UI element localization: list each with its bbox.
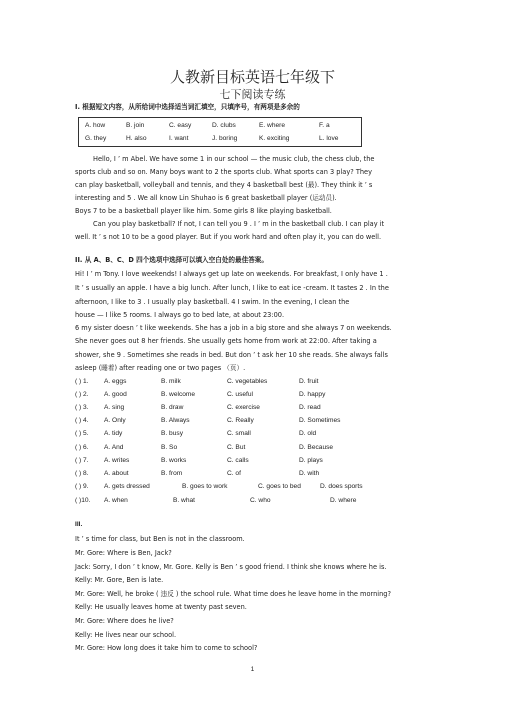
section2-instruction: II. 从 A、B、C、D 四个选项中选择可以填入空白处的最佳答案。 (75, 256, 268, 264)
option: G. they (85, 135, 107, 142)
choice-c: C. small (227, 430, 251, 437)
choice-c: C. Really (227, 417, 254, 424)
choice-d: D. old (299, 430, 317, 437)
choice-a: A. eggs (104, 378, 127, 385)
choice-c: C. But (227, 444, 246, 451)
passage-line: house — I like 5 rooms. I always go to bed late, at about 23:00. (75, 311, 285, 319)
question-number: ( ) 6. (75, 444, 89, 451)
dialogue-line: Kelly: He lives near our school. (75, 631, 177, 639)
choice-b: B. milk (161, 378, 181, 385)
choice-a: A. sing (104, 404, 125, 411)
option: I. want (169, 135, 189, 142)
section1-instruction: I. 根据短文内容，从所给词中选择适当词汇填空，只填序号，有两项是多余的 (75, 103, 300, 111)
passage-line: shower, she 9 . Sometimes she reads in bed. But don ’ t ask her 10 she reads. She always falls (75, 351, 388, 359)
page-number: 1 (250, 666, 255, 673)
question-number: ( )10. (75, 497, 91, 504)
question-number: ( ) 2. (75, 391, 89, 398)
section3-heading: III. (75, 521, 83, 528)
choice-b: B. goes to work (182, 483, 228, 490)
choice-a: A. when (104, 497, 128, 504)
choice-a: A. Only (104, 417, 126, 424)
question-number: ( ) 1. (75, 378, 89, 385)
choice-d: D. happy (299, 391, 326, 398)
option: L. love (319, 135, 339, 142)
choice-a: A. And (104, 444, 124, 451)
passage-line: sports club and so on. Many boys want to 2 the sports club. What sports can 3 play? They (75, 168, 373, 176)
choice-b: B. busy (161, 430, 183, 437)
passage-line: She never goes out 8 her friends. She usually gets home from work at 22:00. After taking a (75, 337, 377, 345)
question-number: ( ) 5. (75, 430, 89, 437)
passage-line: It ’ s usually an apple. I have a big lunch. After lunch, I like to eat ice -cream. It tastes 2 . In the (75, 284, 389, 292)
choice-d: D. with (299, 470, 320, 477)
question-number: ( ) 4. (75, 417, 89, 424)
question-number: ( ) 8. (75, 470, 89, 477)
dialogue-line: Mr. Gore: Where is Ben, Jack? (75, 549, 172, 557)
dialogue-line: Kelly: He usually leaves home at twenty past seven. (75, 603, 247, 611)
choice-c: C. of (227, 470, 241, 477)
option: H. also (126, 135, 147, 142)
choice-d: D. fruit (299, 378, 319, 385)
option: C. easy (169, 122, 192, 129)
option: D. clubs (212, 122, 236, 129)
choice-b: B. So (161, 444, 178, 451)
choice-d: D. where (330, 497, 357, 504)
choice-d: D. Sometimes (299, 417, 341, 424)
passage-line: Boys 7 to be a basketball player like him. Some girls 8 like playing basketball. (75, 207, 332, 215)
question-number: ( ) 3. (75, 404, 89, 411)
choice-a: A. good (104, 391, 127, 398)
passage-line: Can you play basketball? If not, I can tell you 9 . I ’ m in the basketball club. I can play it (93, 220, 385, 228)
choice-c: C. who (250, 497, 271, 504)
dialogue-line: Mr. Gore: Well, he broke ( 违反 ) the school rule. What time does he leave home in the morning? (75, 590, 391, 598)
passage-line: can play basketball, volleyball and tennis, and they 4 basketball best (最). They think it ’ s (75, 181, 373, 189)
dialogue-line: Kelly: Mr. Gore, Ben is late. (75, 576, 164, 584)
option: B. join (126, 122, 145, 129)
choice-c: C. goes to bed (258, 483, 301, 490)
choice-d: D. does sports (320, 483, 363, 490)
document-subtitle: 七下阅读专练 (219, 88, 286, 101)
choice-b: B. from (161, 470, 183, 477)
choice-b: B. works (161, 457, 187, 464)
choice-b: B. draw (161, 404, 184, 411)
option: K. exciting (259, 135, 290, 142)
choice-d: D. Because (299, 444, 334, 451)
passage-line: well. It ’ s not 10 to be a good player. But if you work hard and often play it, you can do well. (75, 233, 382, 241)
choice-a: A. about (104, 470, 129, 477)
word-options-box (78, 117, 362, 147)
document-title: 人教新目标英语七年级下 (169, 68, 335, 86)
passage-line: afternoon, I like to 3 . I usually play basketball. 4 I swim. In the evening, I clean the (75, 298, 350, 306)
dialogue-line: It ’ s time for class, but Ben is not in the classroom. (75, 535, 245, 543)
passage-line: 6 my sister doesn ’ t like weekends. She has a job in a big store and she always 7 on weekends. (75, 324, 392, 332)
choice-b: B. Always (161, 417, 190, 424)
choice-a: A. writes (104, 457, 130, 464)
choice-c: C. useful (227, 391, 254, 398)
option: A. how (85, 122, 106, 129)
dialogue-line: Mr. Gore: How long does it take him to come to school? (75, 644, 258, 652)
option: J. boring (212, 135, 238, 142)
choice-c: C. exercise (227, 404, 260, 411)
choice-d: D. plays (299, 457, 323, 464)
question-number: ( ) 9. (75, 483, 89, 490)
choice-a: A. tidy (104, 430, 123, 437)
question-number: ( ) 7. (75, 457, 89, 464)
choice-d: D. read (299, 404, 321, 411)
passage-line: Hi! I ’ m Tony. I love weekends! I always get up late on weekends. For breakfast, I only have 1 . (75, 270, 388, 278)
choice-c: C. calls (227, 457, 249, 464)
choice-c: C. vegetables (227, 378, 268, 385)
passage-line: Hello, I ’ m Abel. We have some 1 in our school — the music club, the chess club, the (93, 155, 375, 163)
dialogue-line: Mr. Gore: Where does he live? (75, 617, 174, 625)
passage-line: asleep (睡着) after reading one or two pages （页）. (75, 364, 246, 372)
option: E. where (259, 122, 286, 129)
choice-b: B. welcome (161, 391, 196, 398)
choice-b: B. what (173, 497, 195, 504)
option: F. a (319, 122, 330, 129)
passage-line: interesting and 5 . We all know Lin Shuhao is 6 great basketball player (运动员). (75, 194, 337, 202)
choice-a: A. gets dressed (104, 483, 150, 490)
dialogue-line: Jack: Sorry, I don ’ t know, Mr. Gore. Kelly is Ben ’ s good friend. I think she knows where he is. (75, 563, 387, 571)
